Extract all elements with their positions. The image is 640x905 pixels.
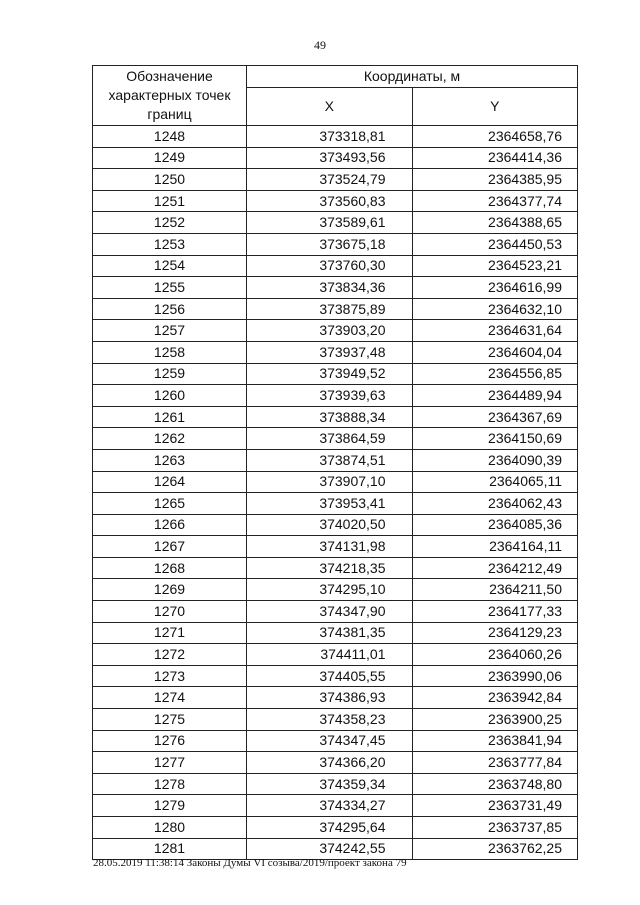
x-coordinate-cell: 374242,55 [247,838,413,860]
footer-text: 28.05.2019 11:38:14 Законы Думы VI созыва/2019/проект закона 79 [93,857,407,869]
y-coordinate-cell: 2364377,74 [412,190,578,212]
x-coordinate-cell: 374386,93 [247,687,413,709]
x-coordinate-cell: 373949,52 [247,363,413,385]
y-coordinate-cell: 2364450,53 [412,233,578,255]
point-id-cell: 1249 [93,147,247,169]
point-id-cell: 1266 [93,514,247,536]
y-coordinate-cell: 2363737,85 [412,817,578,839]
point-id-cell: 1261 [93,406,247,428]
table-row [93,471,578,493]
point-id-cell: 1256 [93,298,247,320]
x-coordinate-cell: 373493,56 [247,147,413,169]
y-coordinate-cell: 2363900,25 [412,709,578,731]
x-coordinate-cell: 373760,30 [247,255,413,277]
x-coordinate-cell: 373875,89 [247,298,413,320]
point-id-cell: 1255 [93,277,247,299]
point-id-cell: 1271 [93,622,247,644]
y-coordinate-cell: 2364062,43 [412,493,578,515]
point-id-cell: 1253 [93,233,247,255]
table-row [93,644,578,666]
point-id-cell: 1254 [93,255,247,277]
table-row [93,536,578,558]
y-coordinate-cell: 2364385,95 [412,169,578,191]
y-coordinate-cell: 2364085,36 [412,514,578,536]
y-coordinate-cell: 2364129,23 [412,622,578,644]
x-coordinate-cell: 374358,23 [247,709,413,731]
point-id-cell: 1279 [93,795,247,817]
point-id-cell: 1268 [93,557,247,579]
x-coordinate-cell: 373864,59 [247,428,413,450]
table-row [93,255,578,277]
x-coordinate-cell: 374405,55 [247,665,413,687]
table-row [93,579,578,601]
y-coordinate-cell: 2364388,65 [412,212,578,234]
x-coordinate-cell: 373907,10 [247,471,413,493]
x-coordinate-cell: 373903,20 [247,320,413,342]
x-coordinate-cell: 373953,41 [247,493,413,515]
point-id-cell: 1252 [93,212,247,234]
x-coordinate-cell: 374347,90 [247,601,413,623]
table-row [93,687,578,709]
table-row [93,622,578,644]
x-coordinate-cell: 373937,48 [247,341,413,363]
y-coordinate-cell: 2363748,80 [412,773,578,795]
y-coordinate-cell: 2363990,06 [412,665,578,687]
y-coordinate-cell: 2364556,85 [412,363,578,385]
point-id-cell: 1257 [93,320,247,342]
table-row [93,428,578,450]
point-id-cell: 1276 [93,730,247,752]
table-body [93,126,578,860]
y-coordinate-cell: 2363841,94 [412,730,578,752]
x-coordinate-cell: 374411,01 [247,644,413,666]
point-id-cell: 1270 [93,601,247,623]
point-id-cell: 1274 [93,687,247,709]
table-row [93,601,578,623]
y-coordinate-cell: 2364631,64 [412,320,578,342]
x-coordinate-cell: 373939,63 [247,385,413,407]
y-coordinate-cell: 2364177,33 [412,601,578,623]
table-row [93,341,578,363]
x-coordinate-cell: 374381,35 [247,622,413,644]
table-header [93,66,578,126]
point-id-cell: 1273 [93,665,247,687]
y-coordinate-cell: 2363942,84 [412,687,578,709]
point-id-cell: 1278 [93,773,247,795]
point-id-cell: 1248 [93,126,247,148]
point-id-cell: 1265 [93,493,247,515]
y-coordinate-cell: 2364632,10 [412,298,578,320]
table-row [93,126,578,148]
point-id-cell: 1281 [93,838,247,860]
y-coordinate-cell: 2364090,39 [412,449,578,471]
y-coordinate-cell: 2364658,76 [412,126,578,148]
point-id-cell: 1259 [93,363,247,385]
table-row [93,709,578,731]
table-row [93,817,578,839]
x-coordinate-cell: 374359,34 [247,773,413,795]
x-coordinate-cell: 373560,83 [247,190,413,212]
table-row [93,169,578,191]
table-row [93,212,578,234]
point-id-cell: 1275 [93,709,247,731]
x-coordinate-cell: 374334,27 [247,795,413,817]
y-coordinate-cell: 2363731,49 [412,795,578,817]
point-id-cell: 1264 [93,471,247,493]
x-coordinate-cell: 374295,10 [247,579,413,601]
table-row [93,752,578,774]
point-id-cell: 1250 [93,169,247,191]
x-coordinate-cell: 373524,79 [247,169,413,191]
table-row [93,493,578,515]
y-coordinate-cell: 2364164,11 [412,536,578,558]
designation-header: Обозначение характерных точек границ [93,66,247,126]
coordinates-header: Координаты, м [247,66,578,88]
table-row [93,298,578,320]
x-coordinate-cell: 374347,45 [247,730,413,752]
x-coordinate-cell: 373888,34 [247,406,413,428]
point-id-cell: 1260 [93,385,247,407]
table-row [93,385,578,407]
x-coordinate-cell: 373318,81 [247,126,413,148]
x-coordinate-cell: 374131,98 [247,536,413,558]
y-coordinate-cell: 2364604,04 [412,341,578,363]
point-id-cell: 1277 [93,752,247,774]
x-coordinate-cell: 373874,51 [247,449,413,471]
x-coordinate-cell: 373589,61 [247,212,413,234]
y-coordinate-cell: 2364211,50 [412,579,578,601]
point-id-cell: 1262 [93,428,247,450]
y-coordinate-cell: 2363777,84 [412,752,578,774]
y-coordinate-cell: 2364060,26 [412,644,578,666]
y-coordinate-cell: 2364489,94 [412,385,578,407]
table-row [93,665,578,687]
table-row [93,730,578,752]
point-id-cell: 1258 [93,341,247,363]
table-row [93,795,578,817]
y-coordinate-cell: 2364367,69 [412,406,578,428]
table-row [93,233,578,255]
x-coordinate-cell: 373675,18 [247,233,413,255]
table-row [93,320,578,342]
table-row [93,557,578,579]
y-header: Y [412,88,578,126]
coordinates-table [92,65,578,860]
x-coordinate-cell: 374020,50 [247,514,413,536]
x-header: X [247,88,413,126]
table-row [93,773,578,795]
point-id-cell: 1263 [93,449,247,471]
y-coordinate-cell: 2364065,11 [412,471,578,493]
y-coordinate-cell: 2364150,69 [412,428,578,450]
x-coordinate-cell: 373834,36 [247,277,413,299]
point-id-cell: 1280 [93,817,247,839]
table-row [93,514,578,536]
table-row [93,147,578,169]
y-coordinate-cell: 2363762,25 [412,838,578,860]
y-coordinate-cell: 2364212,49 [412,557,578,579]
table-row [93,277,578,299]
point-id-cell: 1251 [93,190,247,212]
table-row [93,449,578,471]
point-id-cell: 1272 [93,644,247,666]
x-coordinate-cell: 374218,35 [247,557,413,579]
table-row [93,363,578,385]
point-id-cell: 1269 [93,579,247,601]
table-row [93,190,578,212]
x-coordinate-cell: 374366,20 [247,752,413,774]
x-coordinate-cell: 374295,64 [247,817,413,839]
page-number: 49 [314,38,326,52]
y-coordinate-cell: 2364616,99 [412,277,578,299]
point-id-cell: 1267 [93,536,247,558]
y-coordinate-cell: 2364414,36 [412,147,578,169]
y-coordinate-cell: 2364523,21 [412,255,578,277]
table-row [93,406,578,428]
